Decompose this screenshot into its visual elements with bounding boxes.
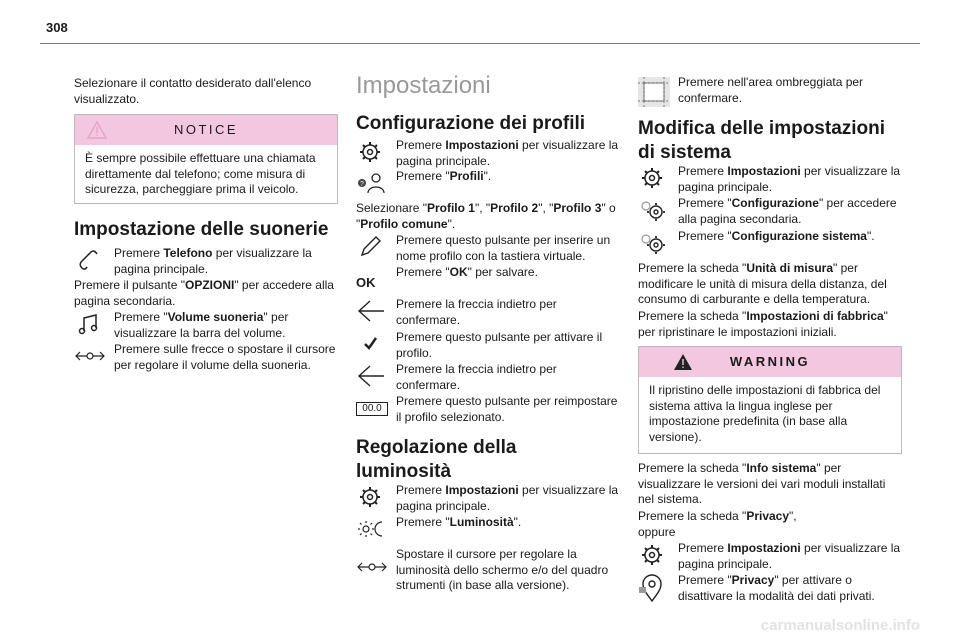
item-settings-4 (638, 541, 902, 573)
s1-item1-post: per visualizzare la pagina principale. (396, 138, 619, 168)
sel-b4: Profilo comune (360, 216, 448, 231)
warning-triangle-icon (673, 353, 693, 371)
check-icon (356, 330, 384, 358)
item-system-config (638, 229, 902, 257)
slider-arrows-icon (356, 553, 384, 581)
warning-header (639, 347, 901, 377)
watermark: carmanualsonline.info (760, 617, 920, 634)
s1-item2-bold: Profili (449, 169, 484, 183)
gear-icon (638, 164, 666, 192)
item-telefono-text-pre: Premere (114, 246, 164, 260)
para2-post: " per ripristinare le impostazioni iniziali. (638, 309, 888, 339)
para1-pre: Premere la scheda " (638, 261, 747, 275)
sun-moon-icon (356, 515, 384, 543)
s2-item2-post: ". (513, 515, 522, 529)
s1-item6-text: Premere questo pulsante per attivare il profilo. (396, 330, 603, 360)
c3-item1-post: per visualizzare la pagina principale. (678, 164, 901, 194)
s2-item2-bold: Luminosità (449, 515, 514, 529)
sel-pre: Selezionare " (356, 201, 427, 215)
para2-bold: Impostazioni di fabbrica (746, 309, 884, 323)
sel-b3: Profilo 3 (553, 201, 602, 215)
select-profile-line (356, 201, 620, 232)
units-paragraph (638, 261, 902, 308)
s1-item7-text: Premere la freccia indietro per confermare. (396, 362, 557, 392)
para1-bold: Unità di misura (746, 261, 833, 275)
intro-text: Selezionare il contatto desiderato dall'elenco visualizzato. (74, 76, 312, 106)
item-slider-text: Premere sulle frecce o spostare il cursore per regolare il volume della suoneria. (114, 342, 336, 372)
item-volume-text-pre: Premere " (114, 310, 168, 324)
privacy-pin-icon (638, 573, 666, 601)
ok-icon: OK (356, 275, 376, 290)
options-text-post: " per accedere alla pagina secondaria. (74, 278, 334, 308)
item-activate (356, 330, 620, 362)
back-arrow-icon (356, 297, 384, 325)
s1-item4-pre: Premere " (396, 265, 450, 279)
item-volume-text-post: " per visualizzare la barra del volume. (114, 310, 289, 340)
s2-item3-text: Spostare il cursore per regolare la luminosità dello schermo e/o del quadro strumenti (in base alla versione). (396, 547, 609, 592)
item-settings-2 (356, 483, 620, 515)
notice-header (75, 115, 337, 145)
item-slider (74, 342, 338, 374)
page-number: 308 (46, 20, 68, 35)
c3-item3-pre: Premere " (678, 229, 732, 243)
s1-item2-pre: Premere " (396, 169, 450, 183)
c3-item2-pre: Premere " (678, 196, 732, 210)
gear-icon (356, 138, 384, 166)
gear-icon (356, 483, 384, 511)
notice-box (74, 114, 338, 204)
c3-item4-pre: Premere (678, 541, 728, 555)
warning-box (638, 346, 902, 454)
sel-post: ". (447, 216, 456, 231)
c3-item2-post: " per accedere alla pagina secondaria. (678, 196, 897, 226)
back-arrow-icon (356, 362, 384, 390)
c3-item3-post: ". (866, 229, 875, 243)
item-profiles (356, 169, 620, 197)
profiles-icon (356, 169, 384, 197)
c3-item5-post: " per attivare o disattivare la modalità dei dati privati. (678, 573, 875, 603)
item-volume-bold: Volume suoneria (167, 310, 264, 324)
privacy-paragraph (638, 509, 902, 525)
section-title-ringtones: Impostazione delle suonerie (74, 219, 329, 240)
notice-body: È sempre possibile effettuare una chiamata direttamente dal telefono; come misura di sicurezza, parcheggiare prima il veicolo. (85, 151, 316, 196)
c3-item1-pre: Premere (678, 164, 728, 178)
section-title-system: Modifica delle impostazioni di sistema (638, 118, 886, 163)
para1-post: " per modificare le unità di misura della distanza, del consumo di carburante e della temperatura. (638, 261, 887, 306)
double-gear-icon (638, 229, 666, 257)
slider-arrows-icon (74, 342, 102, 370)
warning-body: Il ripristino delle impostazioni di fabbrica del sistema attiva la lingua inglese per impostazione predefinita (in base alla versione). (649, 383, 881, 444)
shaded-area-icon (638, 77, 666, 105)
s2-item1-pre: Premere (396, 483, 446, 497)
item-brightness-slider (356, 547, 620, 595)
s1-item1-pre: Premere (396, 138, 446, 152)
sel-m1: ", " (474, 201, 491, 215)
s1-item4-post: " per salvare. (467, 265, 538, 279)
s1-item8-text: Premere questo pulsante per reimpostare il profilo selezionato. (396, 394, 618, 424)
reset-icon (356, 402, 388, 418)
s1-item5-text: Premere la freccia indietro per confermare. (396, 297, 557, 327)
s1-item3-text: Premere questo pulsante per inserire un nome profilo con la tastiera virtuale. (396, 233, 611, 263)
c3-item1-bold: Impostazioni (727, 164, 801, 178)
c3-item3-bold: Configurazione sistema (731, 229, 867, 243)
para4-pre: Premere la scheda " (638, 509, 747, 523)
chapter-title: Impostazioni (356, 72, 491, 99)
item-back-1 (356, 297, 620, 329)
c3-item5-pre: Premere " (678, 573, 732, 587)
s2-item1-bold: Impostazioni (445, 483, 519, 497)
options-text-pre: Premere il pulsante " (74, 278, 185, 292)
sel-m2: ", " (538, 201, 554, 215)
music-note-icon (74, 310, 102, 338)
item-settings-1 (356, 138, 620, 170)
notice-warning-icon (87, 121, 107, 139)
item-telefono-bold: Telefono (163, 246, 213, 260)
item-privacy (638, 573, 902, 605)
item-telefono (74, 246, 338, 278)
item-back-2 (356, 362, 620, 394)
para3-pre: Premere la scheda " (638, 461, 747, 475)
warning-title: WARNING (729, 354, 811, 370)
s1-item4-bold: OK (449, 265, 468, 279)
item-ok (356, 265, 620, 293)
pencil-icon (356, 233, 384, 261)
sel-m3: " o " (356, 201, 616, 231)
sel-b1: Profilo 1 (426, 201, 475, 215)
section-title-brightness: Regolazione della luminosità (356, 437, 517, 482)
header-rule (40, 43, 920, 44)
svg-text:?: ? (360, 181, 364, 188)
c3-item2-bold: Configurazione (731, 196, 819, 210)
factory-paragraph (638, 309, 902, 340)
double-gear-icon (638, 196, 666, 224)
para4-bold: Privacy (746, 509, 790, 523)
oppure-text: oppure (638, 525, 676, 539)
item-reset (356, 394, 620, 426)
item-configuration (638, 196, 902, 228)
phone-icon (74, 246, 102, 274)
item-settings-3 (638, 164, 902, 196)
options-line (74, 278, 338, 309)
item-telefono-text-post: per visualizzare la pagina principale. (114, 246, 312, 276)
options-bold: OPZIONI (184, 278, 235, 292)
para3-post: " per visualizzare le versioni dei vari moduli installati nel sistema. (638, 461, 886, 506)
reset-icon-label: 00.0 (356, 402, 388, 416)
c3-item4-post: per visualizzare la pagina principale. (678, 541, 901, 571)
notice-title: NOTICE (173, 122, 239, 138)
s2-item2-pre: Premere " (396, 515, 450, 529)
para2-pre: Premere la scheda " (638, 309, 747, 323)
s1-item1-bold: Impostazioni (445, 138, 519, 152)
para3-bold: Info sistema (746, 461, 817, 475)
item-shaded-area (638, 75, 902, 107)
sel-b2: Profilo 2 (490, 201, 539, 215)
para4-post: ", (789, 509, 797, 523)
item0-text: Premere nell'area ombreggiata per confermare. (678, 75, 864, 105)
section-title-profiles: Configurazione dei profili (356, 113, 586, 134)
info-paragraph (638, 461, 902, 508)
s1-item2-post: ". (483, 169, 492, 183)
gear-icon (638, 541, 666, 569)
c3-item4-bold: Impostazioni (727, 541, 801, 555)
item-brightness (356, 515, 620, 543)
item-volume (74, 310, 338, 342)
item-edit-name (356, 233, 620, 265)
c3-item5-bold: Privacy (731, 573, 775, 587)
s2-item1-post: per visualizzare la pagina principale. (396, 483, 619, 513)
